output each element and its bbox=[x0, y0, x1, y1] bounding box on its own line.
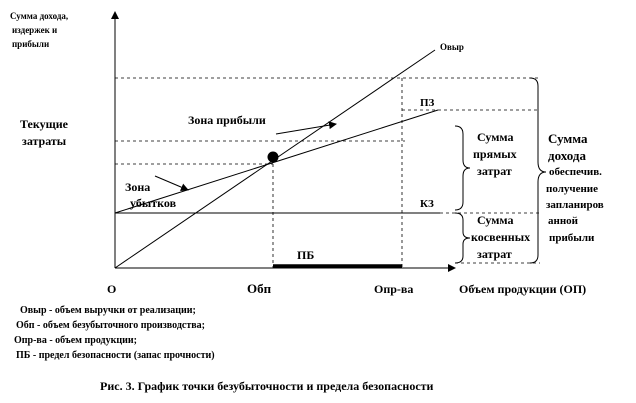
profit-zone-label: Зона прибыли bbox=[188, 113, 266, 127]
y-axis-title-line-2: издержек и bbox=[12, 25, 58, 35]
safety-margin-label: ПБ bbox=[297, 248, 315, 262]
breakeven-volume-label: Обп bbox=[247, 281, 272, 296]
indirect-costs-label-line-1: Сумма bbox=[477, 213, 514, 227]
income-brace bbox=[530, 78, 546, 263]
indirect-costs-label-line-3: затрат bbox=[477, 247, 512, 261]
y-axis-title-line-1: Сумма дохода, bbox=[10, 11, 69, 21]
direct-costs-label-line-3: затрат bbox=[477, 164, 512, 178]
breakeven-point bbox=[268, 152, 279, 163]
current-costs-label-line-1: Текущие bbox=[20, 117, 68, 131]
income-label-line-5: запланиров bbox=[546, 199, 604, 211]
loss-zone-label-line-1: Зона bbox=[125, 180, 151, 194]
indirect-costs-brace bbox=[455, 213, 470, 263]
y-axis-title-line-3: прибыли bbox=[12, 39, 50, 49]
income-label-line-4: получение bbox=[546, 183, 599, 195]
legend-item: Овыр - объем выручки от реализации; bbox=[20, 305, 196, 316]
direct-costs-label-line-2: прямых bbox=[473, 147, 517, 161]
direct-costs-brace bbox=[455, 126, 470, 210]
production-volume-label: Опр-ва bbox=[374, 282, 414, 296]
revenue-line-label: Овыр bbox=[440, 42, 464, 52]
profit-zone-arrow bbox=[276, 124, 336, 134]
loss-zone-arrow bbox=[155, 176, 188, 190]
legend-item: Обп - объем безубыточного производства; bbox=[16, 320, 205, 331]
income-label-line-1: Сумма bbox=[548, 131, 588, 146]
income-label-line-3: обеспечив. bbox=[549, 166, 602, 178]
income-label-line-7: прибыли bbox=[549, 232, 595, 244]
income-label-line-2: дохода bbox=[548, 148, 586, 163]
direct-costs-label-line-1: Сумма bbox=[477, 130, 514, 144]
current-costs-label-line-2: затраты bbox=[22, 134, 67, 148]
origin-label: O bbox=[107, 282, 117, 296]
legend-item: Опр-ва - объем продукции; bbox=[14, 335, 137, 346]
legend-item: ПБ - предел безопасности (запас прочности) bbox=[16, 350, 215, 361]
x-axis-title: Объем продукции (ОП) bbox=[459, 282, 587, 296]
fixed-costs-line-label: КЗ bbox=[420, 198, 434, 210]
indirect-costs-label-line-2: косвенных bbox=[471, 230, 531, 244]
loss-zone-label-line-2: убытков bbox=[130, 196, 177, 210]
total-costs-line-label: ПЗ bbox=[420, 97, 435, 109]
figure-caption: Рис. 3. График точки безубыточности и предела безопасности bbox=[100, 379, 434, 393]
income-label-line-6: анной bbox=[548, 215, 579, 227]
